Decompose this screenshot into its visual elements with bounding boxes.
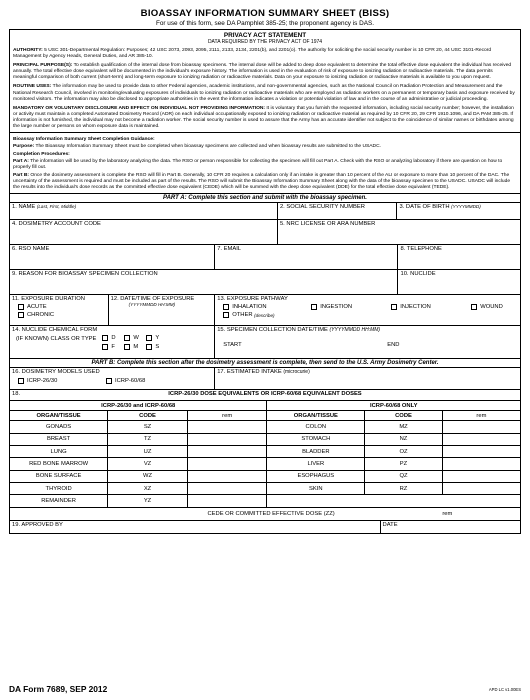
icrp-26-30-checkbox[interactable]: ICRP-26/30: [18, 378, 106, 384]
guidance-part-a: Part A: The information will be used by the laboratory analyzing the data. The RSO or person responsible for collecting the specimen will fill out Part A. Check with the RSO or analyzing laboratory if there are question on how to properly fill out.: [13, 159, 503, 171]
table-row: [10, 495, 520, 507]
empty-cell: [365, 495, 443, 507]
form-page: [9, 8, 521, 534]
cede-row: [10, 507, 520, 519]
part-a-band: PART A: Complete this section and submit with the bioassay specimen.: [10, 193, 520, 202]
form-number: DA Form 7689, SEP 2012: [9, 684, 108, 694]
col-rem-right: rem: [442, 411, 520, 421]
nuclide-field[interactable]: 10. NUCLIDE: [397, 270, 520, 294]
class-y-checkbox[interactable]: Y: [146, 335, 159, 341]
icrp-60-68-checkbox[interactable]: ICRP-60/68: [106, 378, 145, 384]
estimated-intake-field[interactable]: 17. ESTIMATED INTAKE (microcurie): [214, 368, 520, 389]
class-f-checkbox[interactable]: F: [102, 344, 124, 350]
cede-unit: rem: [442, 507, 520, 519]
exposure-duration-field: 11. EXPOSURE DURATION ACUTE CHRONIC: [10, 295, 108, 325]
col-code-right: CODE: [365, 411, 443, 421]
code-cell: QZ: [365, 470, 443, 482]
row-dose-title: [10, 389, 520, 400]
rem-input[interactable]: [187, 421, 267, 433]
completion-procedures-heading: Completion Procedures:: [13, 152, 70, 158]
row-reason: [10, 269, 520, 294]
code-cell: WZ: [108, 470, 188, 482]
wound-checkbox[interactable]: WOUND: [471, 304, 503, 310]
dose-table: [10, 400, 520, 520]
col-organ-left: ORGAN/TISSUE: [10, 411, 108, 421]
rem-input[interactable]: [187, 483, 267, 495]
form-footer: [9, 684, 521, 694]
code-cell: RZ: [365, 483, 443, 495]
table-row: [10, 458, 520, 470]
principal-purpose-paragraph: PRINCIPAL PURPOSE(S): To establish qualification of the internal dose from bioassay specimens. The internal dose will be added to deep dose equivalent to determine the total effective dose equivalent the individual has received annually. The total effective dose equivalent will be documented in the individual's exposure history. The information is used in the evaluation of risk of exposure to ionizing radiation or radioactive materials. The data permits meaningful comparison of both current (short-term) and long-term exposure to ionizing radiation or radioactive materials. Data on your exposure to ionizing radiation or radioactive materials is available to you upon request.: [13, 63, 512, 81]
exposure-datetime-field[interactable]: 12. DATE/TIME OF EXPOSURE (YYYYMMDD HH:MM): [108, 295, 215, 325]
class-s-checkbox[interactable]: S: [146, 344, 159, 350]
code-cell: NZ: [365, 433, 443, 445]
organ-cell: THYROID: [10, 483, 108, 495]
start-label: START: [223, 342, 242, 349]
rem-input[interactable]: [187, 458, 267, 470]
part-b-band: PART B: Complete this section after the dosimetry assessment is complete, then send to the U.S. Army Dosimetry Center.: [10, 358, 520, 367]
form-subtitle: For use of this form, see DA Pamphlet 385-25; the proponent agency is DAS.: [155, 20, 375, 27]
dosimetry-models-field: 16. DOSIMETRY MODELS USED ICRP-26/30 ICRP-60/68: [12, 369, 146, 385]
code-cell: PZ: [365, 458, 443, 470]
dose-table-title: 18. ICRP-26/30 DOSE EQUIVALENTS OR ICRP-60/68 EQUIVALENT DOSES: [12, 391, 362, 398]
table-row: [10, 433, 520, 445]
table-row: [10, 483, 520, 495]
row-exposure: [10, 294, 520, 325]
rso-name-field[interactable]: 6. RSO NAME: [12, 246, 50, 253]
class-m-checkbox[interactable]: M: [124, 344, 146, 350]
rem-input[interactable]: [442, 458, 520, 470]
license-field[interactable]: 5. NRC LICENSE OR ARA NUMBER: [277, 220, 520, 244]
empty-cell: [442, 495, 520, 507]
right-group-header: ICRP-60/68 ONLY: [267, 401, 520, 411]
code-cell: MZ: [365, 421, 443, 433]
col-code-left: CODE: [108, 411, 188, 421]
other-checkbox[interactable]: OTHER (describe): [223, 312, 518, 318]
left-group-header: ICRP-26/30 and ICRP-60/68: [10, 401, 267, 411]
organ-cell: STOMACH: [267, 433, 365, 445]
name-field[interactable]: 1. NAME (Last, First, Middle): [12, 204, 77, 211]
authority-paragraph: AUTHORITY: 5 USC 301-Departmental Regulation: Purposes; 42 USC 2073, 2093, 2095, 2111, 2133, 2134, 2201(b), and 2201(o). The authority for soliciting the social security number is 10 CFR 20, 44 USC 3101-Record Management by Agency Heads, General Duties, and AR 385-10.: [13, 48, 492, 60]
col-organ-right: ORGAN/TISSUE: [267, 411, 365, 421]
privacy-act-section: [10, 32, 520, 130]
form-version: APD LC v1.00ES: [488, 687, 521, 692]
organ-cell: COLON: [267, 421, 365, 433]
dosimetry-account-field[interactable]: 4. DOSIMETRY ACCOUNT CODE: [12, 221, 101, 228]
chronic-checkbox[interactable]: CHRONIC: [18, 312, 106, 318]
exposure-pathway-field: 13. EXPOSURE PATHWAY INHALATION INGESTION INJECTION WOUND OTHER (describe): [214, 295, 520, 325]
dob-field[interactable]: 3. DATE OF BIRTH (YYYYMMDD): [396, 203, 520, 219]
table-row: [10, 445, 520, 457]
routine-uses-paragraph: ROUTINE USES: The information may be used to provide data to other Federal agencies, academic institutions, and non-governmental agencies, such as the National Council on Radiation Protection and Measurement and the National Research Council, involved in monitoring/evaluating exposures of individuals to ionizing radiation or radioactive materials who are employed as radiation workers on a permanent or temporary basis and exposure received by monitored visitors. The information may also be disclosed to appropriate authorities in the event the information indicates a violation or potential violation of law and in the course of an administrative or judicial proceeding.: [13, 84, 515, 102]
row-account: [10, 219, 520, 244]
end-label: END: [387, 342, 400, 349]
ssn-field[interactable]: 2. SOCIAL SECURITY NUMBER: [277, 203, 397, 219]
dose-group-row: [10, 401, 520, 411]
code-cell: XZ: [108, 483, 188, 495]
organ-cell: BONE SURFACE: [10, 470, 108, 482]
cede-input[interactable]: [365, 507, 443, 519]
class-w-checkbox[interactable]: W: [124, 335, 146, 341]
rem-input[interactable]: [442, 483, 520, 495]
guidance-part-b: Part B: Once the dosimetry assessment is complete the RSO will fill in Part B. Generally, 10 CFR 20 requires a calculation only if an intake is greater than 10 percent of the ALI or exposure to more than 10 percent of the DAC. The uncertainty of the assessment is required and must be included as part of the results. The RSO will submit the Bioassay Information Summary Sheet along with the data of the bioassay specimen to the USADC. USADC will include the results into the individual's dose records as the committed effective dose equivalent (CEDE) which will be summed with the deep dose equivalent (DDE) for the total effective dose equivalent (TEDE).: [13, 173, 511, 191]
code-cell: UZ: [108, 445, 188, 457]
organ-cell: LUNG: [10, 445, 108, 457]
row-approval: [10, 520, 520, 533]
rem-input[interactable]: [442, 433, 520, 445]
class-d-checkbox[interactable]: D: [102, 335, 124, 341]
privacy-title: PRIVACY ACT STATEMENT: [223, 32, 307, 39]
rem-input[interactable]: [187, 470, 267, 482]
form-frame: [9, 29, 521, 534]
acute-checkbox[interactable]: ACUTE: [18, 304, 106, 310]
row-models: [10, 367, 520, 389]
organ-cell: LIVER: [267, 458, 365, 470]
code-cell: TZ: [108, 433, 188, 445]
col-rem-left: rem: [187, 411, 267, 421]
rem-input[interactable]: [442, 470, 520, 482]
reason-field[interactable]: 9. REASON FOR BIOASSAY SPECIMEN COLLECTION: [12, 271, 158, 278]
row-name: [10, 202, 520, 219]
disclosure-paragraph: MANDATORY OR VOLUNTARY DISCLOSURE AND EFFECT ON INDIVIDUAL NOT PROVIDING INFORMATION: It is voluntary that you furnish the requested information, including social security number; however, the installation or activity must maintain a completed Automated Dosimetry Record (ADR) on each individual occupationally exposed to ionizing radiation or radioactive material as required by 10 CFR 20, 29 CFR 1910.1096, and DA PAM 385-25. If information is not furnished, the individual may not become a radiation worker. The social security number is used to assure that the Army has an accurate identifier not subject to the coincidence of similar names or birthdates among the large number or persons on whom exposure data is maintained.: [13, 105, 514, 130]
chemical-form-field: 14. NUCLIDE CHEMICAL FORM (IF KNOWN) CLASS OR TYPE D W Y F M S: [12, 327, 160, 351]
organ-cell: GONADS: [10, 421, 108, 433]
rem-input[interactable]: [187, 445, 267, 457]
empty-cell: [267, 495, 365, 507]
organ-cell: ESOPHAGUS: [267, 470, 365, 482]
organ-cell: BREAST: [10, 433, 108, 445]
rem-input[interactable]: [187, 433, 267, 445]
collection-datetime-field[interactable]: 15. SPECIMEN COLLECTION DATE/TIME (YYYYMMDD HH:MM) START END: [214, 326, 520, 358]
rem-input[interactable]: [442, 421, 520, 433]
row-rso: [10, 244, 520, 269]
organ-cell: REMAINDER: [10, 495, 108, 507]
approved-by-field[interactable]: 19. APPROVED BY: [12, 521, 63, 528]
table-row: [10, 470, 520, 482]
ingestion-checkbox[interactable]: INGESTION: [311, 304, 391, 310]
dose-header-row: [10, 411, 520, 421]
organ-cell: SKIN: [267, 483, 365, 495]
cede-label: CEDE OR COMMITTED EFFECTIVE DOSE (ZZ): [10, 507, 365, 519]
guidance-title: Bioassay Information Summary Sheet Completion Guidance:: [13, 137, 155, 143]
table-row: [10, 421, 520, 433]
organ-cell: RED BONE MARROW: [10, 458, 108, 470]
code-cell: YZ: [108, 495, 188, 507]
organ-cell: BLADDER: [267, 445, 365, 457]
rem-input[interactable]: [187, 495, 267, 507]
guidance-purpose: Purpose: The Bioassay Information Summary Sheet must be completed when bioassay specimens are collected and when bioassay results are submitted to the USADC.: [13, 144, 381, 150]
email-field[interactable]: 7. EMAIL: [214, 245, 397, 269]
row-chemical: [10, 325, 520, 358]
guidance-section: [10, 132, 520, 193]
inhalation-checkbox[interactable]: INHALATION: [223, 304, 311, 310]
form-title: BIOASSAY INFORMATION SUMMARY SHEET (BISS): [140, 8, 390, 19]
code-cell: SZ: [108, 421, 188, 433]
injection-checkbox[interactable]: INJECTION: [391, 304, 471, 310]
code-cell: OZ: [365, 445, 443, 457]
privacy-subtitle: DATA REQUIRED BY THE PRIVACY ACT OF 1974: [207, 39, 323, 45]
telephone-field[interactable]: 8. TELEPHONE: [397, 245, 520, 269]
code-cell: VZ: [108, 458, 188, 470]
rem-input[interactable]: [442, 445, 520, 457]
date-field[interactable]: DATE: [380, 521, 520, 533]
